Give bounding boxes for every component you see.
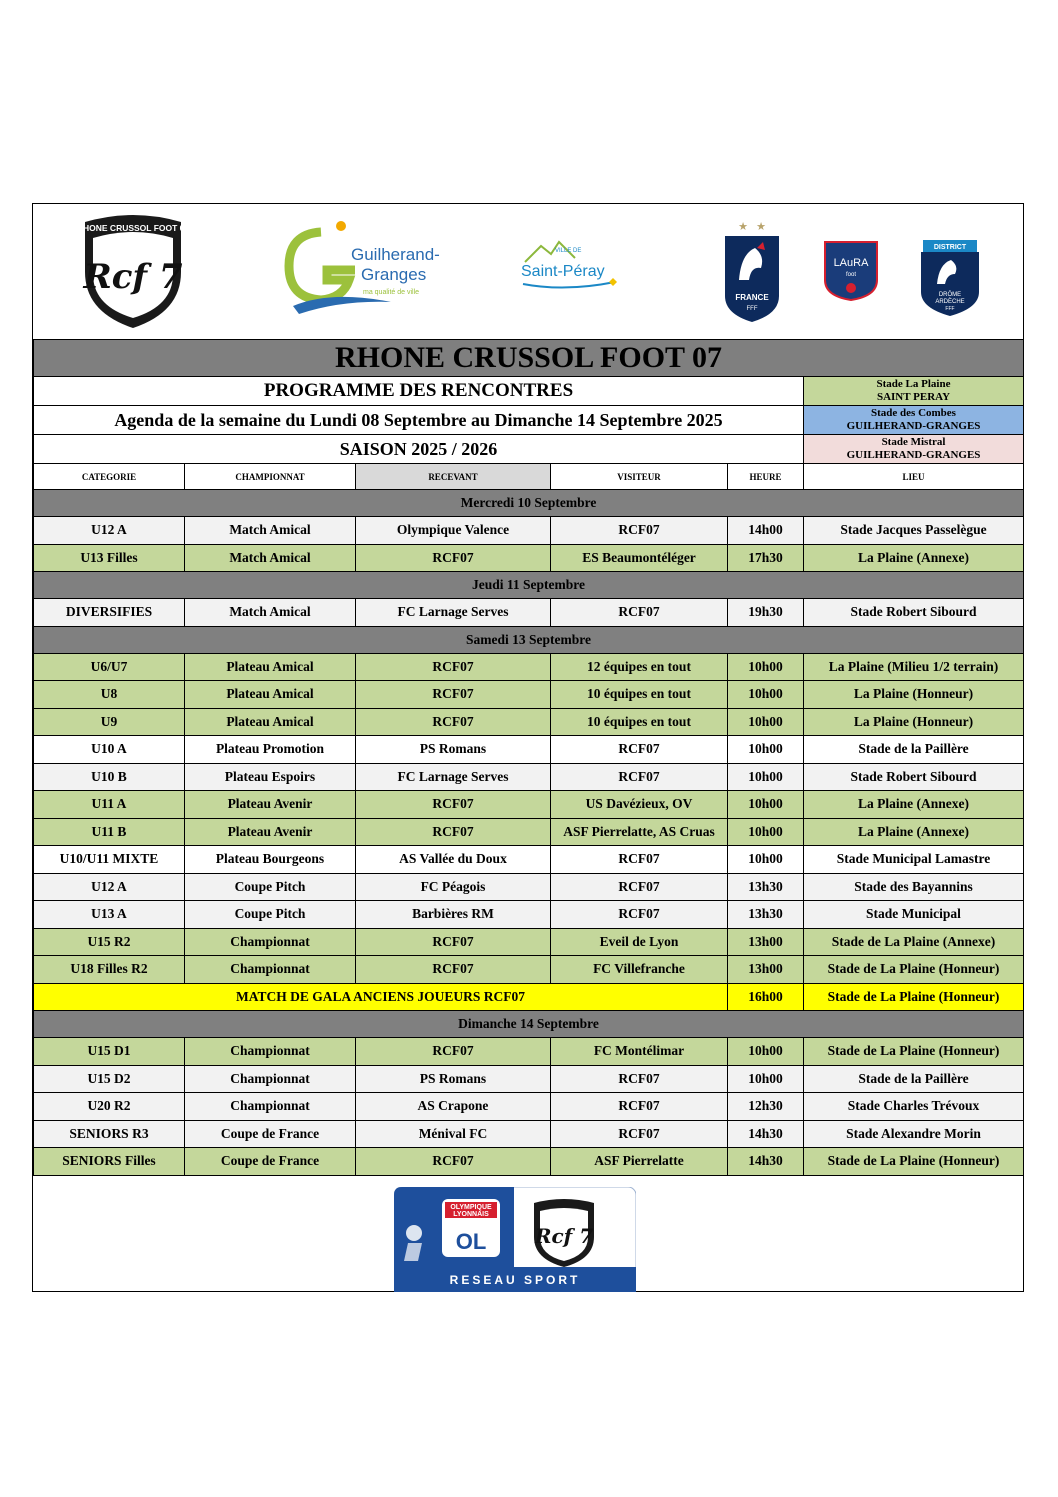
match-recevant: RCF07 bbox=[356, 653, 551, 681]
laura-foot-logo bbox=[823, 240, 879, 302]
match-championnat: Plateau Amical bbox=[185, 653, 356, 681]
match-championnat: Plateau Avenir bbox=[185, 818, 356, 846]
match-visiteur: RCF07 bbox=[551, 517, 728, 545]
match-championnat: Championnat bbox=[185, 928, 356, 956]
match-heure: 10h00 bbox=[728, 818, 804, 846]
match-championnat: Championnat bbox=[185, 1038, 356, 1066]
district-drome-ardeche-logo bbox=[917, 238, 983, 318]
match-championnat: Match Amical bbox=[185, 544, 356, 572]
match-heure: 10h00 bbox=[728, 1065, 804, 1093]
day-label: Samedi 13 Septembre bbox=[34, 626, 1024, 653]
match-lieu: Stade Charles Trévoux bbox=[804, 1093, 1024, 1121]
lieu-legend-name: Stade La Plaine bbox=[876, 378, 951, 390]
match-recevant: RCF07 bbox=[356, 708, 551, 736]
match-visiteur: FC Villefranche bbox=[551, 956, 728, 984]
district-bottom-2: ARDÈCHE bbox=[935, 299, 965, 305]
match-heure: 14h00 bbox=[728, 517, 804, 545]
ol-reseau-sport-logo bbox=[394, 1187, 636, 1292]
match-row bbox=[34, 763, 1024, 791]
lieu-legend-name: Stade Mistral bbox=[881, 436, 946, 448]
match-categorie: U12 A bbox=[34, 517, 185, 545]
match-categorie: U20 R2 bbox=[34, 1093, 185, 1121]
stperay-small-text: VILLE DE bbox=[555, 248, 582, 254]
day-header-row bbox=[34, 626, 1024, 653]
match-row bbox=[34, 791, 1024, 819]
match-recevant: Ménival FC bbox=[356, 1120, 551, 1148]
match-row bbox=[34, 653, 1024, 681]
match-row bbox=[34, 1065, 1024, 1093]
match-recevant: FC Larnage Serves bbox=[356, 599, 551, 627]
lieu-legend-name: Stade des Combes bbox=[871, 407, 956, 419]
match-heure: 17h30 bbox=[728, 544, 804, 572]
match-visiteur: RCF07 bbox=[551, 873, 728, 901]
gala-lieu: Stade de La Plaine (Honneur) bbox=[804, 983, 1024, 1011]
match-categorie: U15 D2 bbox=[34, 1065, 185, 1093]
match-categorie: U9 bbox=[34, 708, 185, 736]
match-heure: 10h00 bbox=[728, 846, 804, 874]
match-championnat: Plateau Espoirs bbox=[185, 763, 356, 791]
match-recevant: Barbières RM bbox=[356, 901, 551, 929]
match-visiteur: Eveil de Lyon bbox=[551, 928, 728, 956]
match-categorie: U15 D1 bbox=[34, 1038, 185, 1066]
guilherand-text-1: Guilherand- bbox=[351, 245, 440, 264]
reseau-sport-text: RESEAU SPORT bbox=[449, 1273, 581, 1287]
laura-sub-text: foot bbox=[845, 272, 857, 278]
guilherand-granges-logo bbox=[281, 218, 453, 318]
col-header-recevant: RECEVANT bbox=[356, 464, 551, 490]
gala-label: MATCH DE GALA ANCIENS JOUEURS RCF07 bbox=[34, 983, 728, 1011]
match-championnat: Championnat bbox=[185, 1065, 356, 1093]
star-icon: ★ bbox=[756, 221, 766, 233]
crest-arc-text: RHONE CRUSSOL FOOT 07 bbox=[77, 223, 189, 233]
day-label: Jeudi 11 Septembre bbox=[34, 572, 1024, 599]
match-row bbox=[34, 1038, 1024, 1066]
match-row bbox=[34, 1093, 1024, 1121]
match-championnat: Plateau Avenir bbox=[185, 791, 356, 819]
match-championnat: Plateau Amical bbox=[185, 708, 356, 736]
match-lieu: Stade de la Paillère bbox=[804, 1065, 1024, 1093]
match-lieu: Stade de La Plaine (Honneur) bbox=[804, 1038, 1024, 1066]
match-recevant: FC Péagois bbox=[356, 873, 551, 901]
match-championnat: Plateau Amical bbox=[185, 681, 356, 709]
match-visiteur: RCF07 bbox=[551, 1093, 728, 1121]
programme-row bbox=[34, 377, 1024, 406]
day-header-row bbox=[34, 572, 1024, 599]
match-visiteur: 10 équipes en tout bbox=[551, 708, 728, 736]
match-heure: 13h30 bbox=[728, 873, 804, 901]
match-visiteur: RCF07 bbox=[551, 599, 728, 627]
agenda-heading: Agenda de la semaine du Lundi 08 Septembre au Dimanche 14 Septembre 2025 bbox=[34, 406, 804, 435]
match-lieu: La Plaine (Honneur) bbox=[804, 708, 1024, 736]
match-row bbox=[34, 818, 1024, 846]
match-recevant: Olympique Valence bbox=[356, 517, 551, 545]
col-header-championnat: CHAMPIONNAT bbox=[185, 464, 356, 490]
match-row bbox=[34, 544, 1024, 572]
crest-monogram: Rcf 7 bbox=[83, 257, 183, 297]
saint-peray-logo bbox=[515, 232, 625, 302]
saison-heading: SAISON 2025 / 2026 bbox=[34, 435, 804, 464]
programme-table bbox=[33, 339, 1024, 1176]
match-lieu: Stade de La Plaine (Honneur) bbox=[804, 1148, 1024, 1176]
match-lieu: Stade Jacques Passelègue bbox=[804, 517, 1024, 545]
district-fff-text: FFF bbox=[945, 306, 955, 312]
match-championnat: Match Amical bbox=[185, 599, 356, 627]
fff-text: FRANCE bbox=[735, 293, 769, 302]
match-recevant: RCF07 bbox=[356, 818, 551, 846]
lieu-legend-combes bbox=[804, 406, 1024, 435]
fff-logo bbox=[721, 218, 783, 326]
match-row bbox=[34, 736, 1024, 764]
match-championnat: Championnat bbox=[185, 1093, 356, 1121]
match-categorie: U15 R2 bbox=[34, 928, 185, 956]
match-recevant: RCF07 bbox=[356, 681, 551, 709]
match-lieu: La Plaine (Annexe) bbox=[804, 791, 1024, 819]
club-title: RHONE CRUSSOL FOOT 07 bbox=[34, 340, 1024, 377]
district-bottom-1: DRÔME bbox=[938, 292, 962, 298]
laura-text: LAuRA bbox=[833, 257, 869, 269]
match-row bbox=[34, 1148, 1024, 1176]
match-visiteur: RCF07 bbox=[551, 901, 728, 929]
match-lieu: La Plaine (Milieu 1/2 terrain) bbox=[804, 653, 1024, 681]
match-recevant: FC Larnage Serves bbox=[356, 763, 551, 791]
match-categorie: U10/U11 MIXTE bbox=[34, 846, 185, 874]
column-header-row bbox=[34, 464, 1024, 490]
match-row bbox=[34, 517, 1024, 545]
match-recevant: RCF07 bbox=[356, 956, 551, 984]
match-lieu: La Plaine (Annexe) bbox=[804, 818, 1024, 846]
match-visiteur: ES Beaumontéléger bbox=[551, 544, 728, 572]
match-championnat: Coupe de France bbox=[185, 1148, 356, 1176]
match-visiteur: ASF Pierrelatte bbox=[551, 1148, 728, 1176]
match-heure: 10h00 bbox=[728, 791, 804, 819]
match-heure: 13h30 bbox=[728, 901, 804, 929]
title-row bbox=[34, 340, 1024, 377]
match-championnat: Coupe de France bbox=[185, 1120, 356, 1148]
col-header-heure: HEURE bbox=[728, 464, 804, 490]
programme-sheet bbox=[32, 203, 1024, 1292]
match-recevant: PS Romans bbox=[356, 1065, 551, 1093]
lieu-legend-la-plaine bbox=[804, 377, 1024, 406]
match-categorie: SENIORS R3 bbox=[34, 1120, 185, 1148]
match-heure: 10h00 bbox=[728, 681, 804, 709]
match-lieu: Stade de La Plaine (Annexe) bbox=[804, 928, 1024, 956]
match-visiteur: RCF07 bbox=[551, 763, 728, 791]
match-lieu: La Plaine (Honneur) bbox=[804, 681, 1024, 709]
programme-heading: PROGRAMME DES RENCONTRES bbox=[34, 377, 804, 406]
fff-sub-text: FFF bbox=[746, 306, 758, 312]
match-row bbox=[34, 901, 1024, 929]
match-visiteur: 10 équipes en tout bbox=[551, 681, 728, 709]
agenda-row bbox=[34, 406, 1024, 435]
match-row bbox=[34, 956, 1024, 984]
match-lieu: Stade Robert Sibourd bbox=[804, 599, 1024, 627]
match-visiteur: RCF07 bbox=[551, 846, 728, 874]
col-header-visiteur: VISITEUR bbox=[551, 464, 728, 490]
match-heure: 14h30 bbox=[728, 1148, 804, 1176]
match-visiteur: ASF Pierrelatte, AS Cruas bbox=[551, 818, 728, 846]
match-categorie: U12 A bbox=[34, 873, 185, 901]
day-header-row bbox=[34, 1011, 1024, 1038]
match-lieu: La Plaine (Annexe) bbox=[804, 544, 1024, 572]
match-row bbox=[34, 681, 1024, 709]
sponsor-logos-band bbox=[33, 204, 1023, 339]
match-categorie: U6/U7 bbox=[34, 653, 185, 681]
lieu-legend-city: SAINT PERAY bbox=[876, 391, 951, 403]
col-header-categorie: CATEGORIE bbox=[34, 464, 185, 490]
match-lieu: Stade Municipal Lamastre bbox=[804, 846, 1024, 874]
match-row bbox=[34, 708, 1024, 736]
match-championnat: Coupe Pitch bbox=[185, 873, 356, 901]
match-categorie: U10 B bbox=[34, 763, 185, 791]
match-recevant: AS Vallée du Doux bbox=[356, 846, 551, 874]
lieu-legend-mistral bbox=[804, 435, 1024, 464]
match-heure: 13h00 bbox=[728, 928, 804, 956]
saison-row bbox=[34, 435, 1024, 464]
match-categorie: DIVERSIFIES bbox=[34, 599, 185, 627]
match-recevant: RCF07 bbox=[356, 791, 551, 819]
match-championnat: Coupe Pitch bbox=[185, 901, 356, 929]
match-recevant: RCF07 bbox=[356, 544, 551, 572]
match-championnat: Plateau Bourgeons bbox=[185, 846, 356, 874]
ol-text-1: OLYMPIQUE bbox=[450, 1204, 492, 1211]
match-heure: 10h00 bbox=[728, 653, 804, 681]
lieu-legend-city: GUILHERAND-GRANGES bbox=[846, 449, 981, 461]
match-visiteur: RCF07 bbox=[551, 1120, 728, 1148]
match-heure: 10h00 bbox=[728, 708, 804, 736]
match-categorie: U8 bbox=[34, 681, 185, 709]
match-lieu: Stade Robert Sibourd bbox=[804, 763, 1024, 791]
day-header-row bbox=[34, 490, 1024, 517]
match-recevant: RCF07 bbox=[356, 1038, 551, 1066]
match-categorie: U11 B bbox=[34, 818, 185, 846]
match-row bbox=[34, 1120, 1024, 1148]
district-top-text: DISTRICT bbox=[933, 244, 967, 251]
match-lieu: Stade Alexandre Morin bbox=[804, 1120, 1024, 1148]
match-championnat: Match Amical bbox=[185, 517, 356, 545]
stperay-name-text: Saint-Péray bbox=[521, 263, 605, 280]
match-visiteur: RCF07 bbox=[551, 1065, 728, 1093]
guilherand-text-2: Granges bbox=[361, 265, 427, 284]
day-label: Mercredi 10 Septembre bbox=[34, 490, 1024, 517]
lieu-legend-city: GUILHERAND-GRANGES bbox=[846, 420, 981, 432]
match-heure: 10h00 bbox=[728, 763, 804, 791]
match-categorie: U11 A bbox=[34, 791, 185, 819]
match-categorie: U13 A bbox=[34, 901, 185, 929]
match-heure: 14h30 bbox=[728, 1120, 804, 1148]
match-recevant: AS Crapone bbox=[356, 1093, 551, 1121]
gala-heure: 16h00 bbox=[728, 983, 804, 1011]
match-visiteur: RCF07 bbox=[551, 736, 728, 764]
match-lieu: Stade des Bayannins bbox=[804, 873, 1024, 901]
match-categorie: U18 Filles R2 bbox=[34, 956, 185, 984]
match-categorie: SENIORS Filles bbox=[34, 1148, 185, 1176]
match-championnat: Plateau Promotion bbox=[185, 736, 356, 764]
match-championnat: Championnat bbox=[185, 956, 356, 984]
star-icon: ★ bbox=[738, 221, 748, 233]
match-heure: 12h30 bbox=[728, 1093, 804, 1121]
match-heure: 10h00 bbox=[728, 736, 804, 764]
match-visiteur: 12 équipes en tout bbox=[551, 653, 728, 681]
col-header-lieu: LIEU bbox=[804, 464, 1024, 490]
match-row bbox=[34, 846, 1024, 874]
match-lieu: Stade Municipal bbox=[804, 901, 1024, 929]
match-categorie: U13 Filles bbox=[34, 544, 185, 572]
ol-text-2: LYONNAIS bbox=[453, 1211, 489, 1218]
match-recevant: RCF07 bbox=[356, 1148, 551, 1176]
day-label: Dimanche 14 Septembre bbox=[34, 1011, 1024, 1038]
ol-rcf-monogram: Rcf 7 bbox=[534, 1224, 594, 1248]
guilherand-tagline: ma qualité de ville bbox=[363, 289, 420, 296]
match-categorie: U10 A bbox=[34, 736, 185, 764]
match-lieu: Stade de la Paillère bbox=[804, 736, 1024, 764]
match-heure: 10h00 bbox=[728, 1038, 804, 1066]
match-visiteur: FC Montélimar bbox=[551, 1038, 728, 1066]
gala-row bbox=[34, 983, 1024, 1011]
match-heure: 19h30 bbox=[728, 599, 804, 627]
ol-mark: OL bbox=[455, 1229, 487, 1254]
match-recevant: RCF07 bbox=[356, 928, 551, 956]
match-row bbox=[34, 928, 1024, 956]
match-visiteur: US Davézieux, OV bbox=[551, 791, 728, 819]
match-heure: 13h00 bbox=[728, 956, 804, 984]
match-recevant: PS Romans bbox=[356, 736, 551, 764]
match-lieu: Stade de La Plaine (Honneur) bbox=[804, 956, 1024, 984]
match-row bbox=[34, 873, 1024, 901]
match-row bbox=[34, 599, 1024, 627]
rcf07-crest-logo bbox=[77, 212, 189, 330]
